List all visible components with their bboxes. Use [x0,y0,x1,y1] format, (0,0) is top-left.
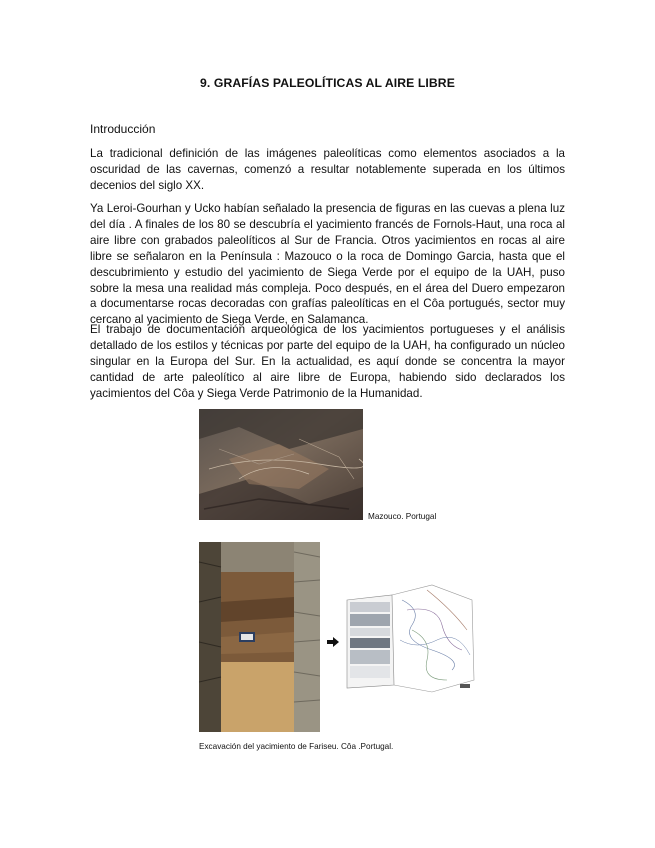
figure-caption: Excavación del yacimiento de Fariseu. Côa .Portugal. [199,742,394,751]
page-title: 9. GRAFÍAS PALEOLÍTICAS AL AIRE LIBRE [200,76,455,90]
paragraph: Ya Leroi-Gourhan y Ucko habían señalado la presencia de figuras en las cuevas a plena luz del día . A finales de los 80 se descubría el yacimiento francés de Fornols-Haut, una roca al aire libre con grabados paleolíticos al Sur de Francia. Otros yacimientos en rocas al aire libre se señalaron en la Península : Mazouco o la roca de Domingo Garcia, hasta que el descubrimiento y estudio del yacimiento de Siega Verde por el equipo de la UAH, puso sobre la mesa una realidad más compleja. Poco después, en el área del Duero empezaron a documentarse rocas decoradas con grafías paleolíticas en el Côa portugués, sector muy cercano al yacimiento de Siega Verde, en Salamanca. [90,202,565,327]
paragraph: La tradicional definición de las imágenes paleolíticas como elementos asociados a la oscuridad de las cavernas, comenzó a resultar notablemente superada en los últimos decenios del siglo XX. [90,147,565,192]
paragraph: El trabajo de documentación arqueológica de los yacimientos portugueses y el análisis detallado de los estilos y técnicas por parte del equipo de la UAH, ha configurado un núcleo singular en la Europa del Sur. En la actualidad, es aquí donde se concentra la mayor cantidad de arte paleolítico al aire libre de Europa, habiendo sido declarados los yacimientos del Côa y Siega Verde Patrimonio de la Humanidad. [90,323,565,400]
arrow-right-icon [326,635,340,649]
section-heading: Introducción [90,122,156,136]
rock-engraving-photo [199,409,363,520]
figure-caption: Mazouco. Portugal [368,512,437,521]
excavation-photo [199,542,320,732]
excavation-drawing [342,580,477,700]
